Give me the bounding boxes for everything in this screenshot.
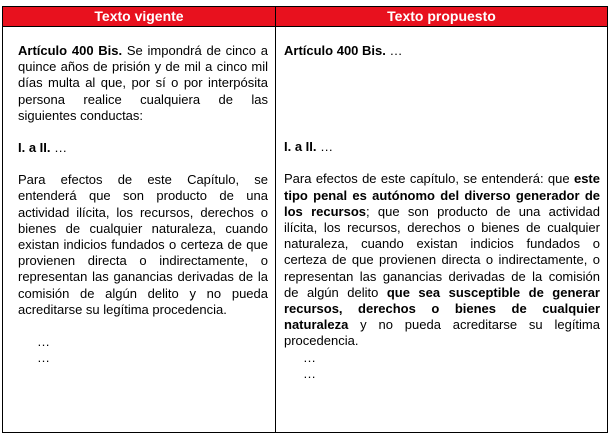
fractions-dots: …: [316, 139, 334, 155]
fractions-label: I. a II.: [18, 140, 51, 156]
article-paragraph: [284, 43, 600, 59]
definition-text-1: Para efectos de este capítulo, se entenderá: que: [284, 171, 574, 187]
ellipsis-line: …: [303, 365, 316, 381]
definition-bold-2: que sea susceptible de generar recursos, derechos o bienes de cualquier naturaleza: [284, 284, 600, 333]
fractions-line: [284, 139, 600, 155]
fractions-dots: …: [50, 140, 68, 156]
definition-paragraph: Para efectos de este Capítulo, se entenderá que son producto de una actividad ilícita, los recursos, derechos o bienes de cualquier naturaleza, cuando existan indicios fundados o certeza de que provienen directa o indirectamente, o representan las ganancias derivadas de la comisión de algún delito y no pueda acreditarse su legítima procedencia.: [18, 172, 268, 317]
ellipsis-line: …: [303, 349, 316, 365]
definition-bold-1: este tipo penal es autónomo del diverso generador de los recursos: [284, 171, 600, 219]
article-text: Se impondrá de cinco a quince años de prisión y de mil a cinco mil días multa al que, por sí o por interpósita persona realice cualquiera de las siguientes conductas:: [18, 43, 268, 123]
column-divider: [275, 7, 276, 432]
ellipsis-line: …: [37, 334, 50, 350]
definition-paragraph: [284, 171, 600, 349]
column-texto-vigente: [18, 27, 268, 366]
article-paragraph: [18, 43, 268, 124]
column-texto-propuesto: [284, 27, 600, 382]
header-texto-vigente: Texto vigente: [3, 7, 275, 27]
article-label: Artículo 400 Bis.: [284, 43, 386, 58]
fractions-label: I. a II.: [284, 139, 317, 155]
article-label: Artículo 400 Bis.: [18, 43, 123, 58]
definition-text-3: y no pueda acreditarse su legítima procedencia.: [284, 317, 600, 349]
fractions-line: [18, 140, 268, 156]
definition-text-2: ; que son producto de una actividad ilícita, los recursos, derechos o bienes de cualquier naturaleza, cuando existan indicios fundados o certeza de que provienen directa o indirectamente, o representan las ganancias derivadas de la comisión de algún delito: [284, 203, 600, 300]
comparison-table: [2, 6, 608, 433]
ellipsis-line: …: [37, 350, 50, 366]
article-dots: …: [385, 43, 403, 58]
header-texto-propuesto: Texto propuesto: [276, 7, 607, 27]
